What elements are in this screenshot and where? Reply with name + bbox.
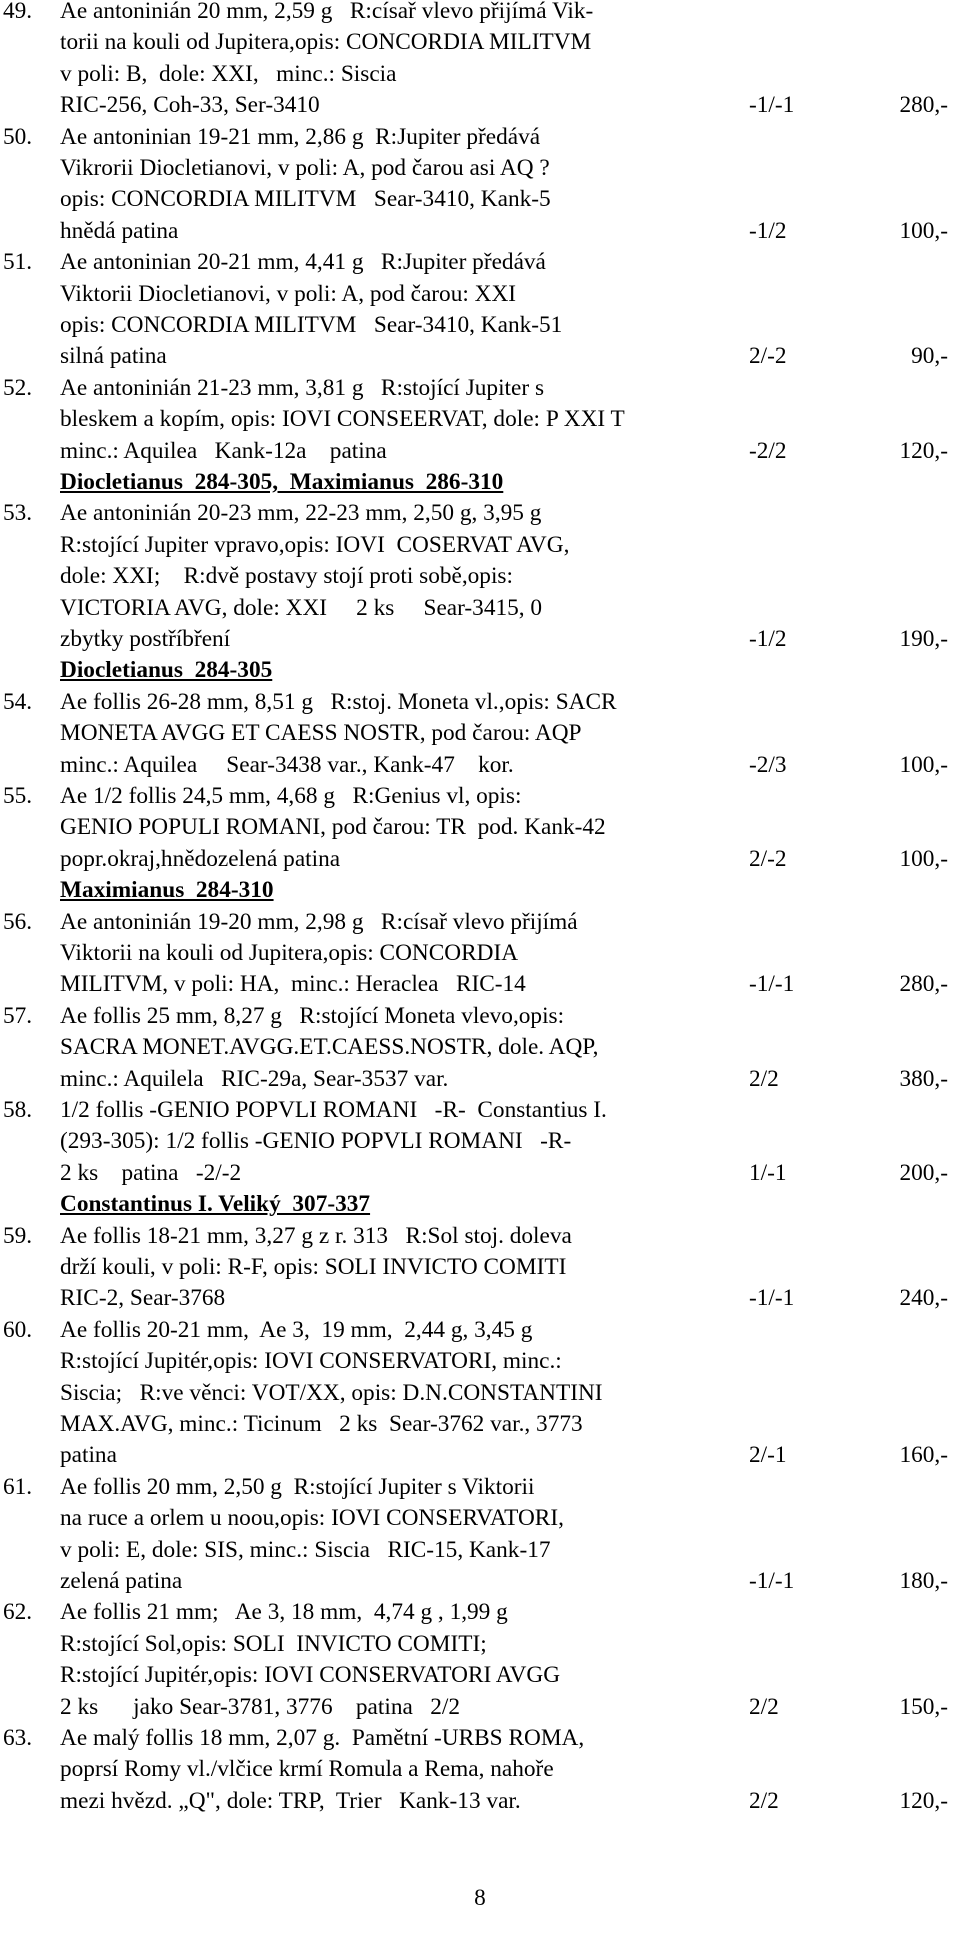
lot-line [0,1156,960,1190]
lot-first-line [0,0,960,28]
lot-description: RIC-256, Coh-33, Ser-3410 [60,92,320,119]
lot-description: 2 ks jako Sear-3781, 3776 patina 2/2 [60,1693,461,1720]
lot-line [0,1658,960,1692]
lot-description: 2 ks patina -2/-2 [60,1159,242,1186]
lot-description: Ae antoninián 21-23 mm, 3,81 g R:stojící Jupiter s [60,374,545,401]
lot-line [0,151,960,185]
lot-line [0,1564,960,1598]
lot-description: Ae follis 20 mm, 2,50 g R:stojící Jupiter s Viktorii [60,1473,535,1500]
lot-line [0,1438,960,1472]
lot-line [0,1533,960,1567]
lot-grade: 2/-2 [749,845,787,872]
lot-description: Ae follis 26-28 mm, 8,51 g R:stoj. Moneta vl.,opis: SACR [60,688,617,715]
lot-line [0,1030,960,1064]
lot-line [0,591,960,625]
lot-line [0,559,960,593]
lot-grade: -1/-1 [749,1568,795,1594]
lot-price: 150,- [899,1693,948,1720]
lot-line [0,1344,960,1378]
lot-description: minc.: Aquilea Sear-3438 var., Kank-47 kor. [60,751,514,778]
lot-number: 57. [3,1002,33,1029]
lot-line [0,339,960,373]
lot-price: 100,- [899,845,948,872]
lot-description: Viktorii Diocletianovi, v poli: A, pod čarou: XXI [60,280,517,307]
lot-line [0,1784,960,1818]
lot-grade: 1/-1 [749,1159,787,1186]
lot-line [0,1376,960,1410]
lot-first-line [0,1721,960,1755]
lot-line [0,57,960,91]
lot-description: Ae 1/2 follis 24,5 mm, 4,68 g R:Genius vl, opis: [60,783,522,809]
lot-description: Ae antoninián 20 mm, 2,59 g R:císař vlevo přijímá Vik- [60,0,594,24]
lot-description: mezi hvězd. „Q", dole: TRP, Trier Kank-13 var. [60,1787,521,1814]
section-heading: Diocletianus 284-305 [60,657,273,684]
lot-grade: 2/-2 [749,343,787,370]
lot-description: opis: CONCORDIA MILITVM Sear-3410, Kank-5 [60,186,551,213]
lot-description: VICTORIA AVG, dole: XXI 2 ks Sear-3415, 0 [60,594,543,621]
lot-number: 61. [3,1473,33,1500]
lot-description: poprsí Romy vl./vlčice krmí Romula a Rema, nahoře [60,1756,554,1783]
lot-line [0,214,960,248]
lot-first-line [0,905,960,939]
lot-line [0,1281,960,1315]
lot-description: dole: XXI; R:dvě postavy stojí proti sobě,opis: [60,563,513,590]
lot-description: Ae malý follis 18 mm, 2,07 g. Pamětní -URBS ROMA, [60,1725,585,1751]
lot-number: 49. [3,0,33,24]
lot-first-line [0,685,960,719]
lot-description: R:stojící Jupitér,opis: IOVI CONSERVATORI AVGG [60,1662,561,1689]
lot-price: 100,- [899,217,948,244]
lot-description: v poli: E, dole: SIS, minc.: Siscia RIC-15, Kank-17 [60,1536,551,1563]
lot-grade: -2/2 [749,437,787,464]
lot-first-line [0,1313,960,1347]
lot-line [0,622,960,656]
lot-number: 51. [3,249,33,276]
lot-line [0,1501,960,1535]
lot-line [0,842,960,876]
lot-price: 90,- [911,343,948,370]
section-heading-row [0,1187,960,1221]
lot-description: Ae antoninián 20-23 mm, 22-23 mm, 2,50 g, 3,95 g [60,500,542,527]
lot-first-line [0,779,960,813]
section-heading: Maximianus 284-310 [60,877,274,904]
lot-description: Ae antoninian 19-21 mm, 2,86 g R:Jupiter předává [60,123,541,150]
lot-line [0,967,960,1001]
lot-line [0,434,960,468]
lot-description: popr.okraj,hnědozelená patina [60,845,341,872]
lot-price: 280,- [899,92,948,119]
lot-description: bleskem a kopím, opis: IOVI CONSEERVAT, dole: P XXI T [60,406,625,433]
lot-line [0,810,960,844]
lot-grade: -1/-1 [749,92,795,119]
lot-number: 62. [3,1599,33,1626]
lot-grade: -1/2 [749,626,787,652]
lot-description: Vikrorii Diocletianovi, v poli: A, pod čarou asi AQ ? [60,155,550,181]
lot-price: 160,- [899,1442,948,1469]
lot-description: (293-305): 1/2 follis -GENIO POPVLI ROMANI -R- [60,1128,572,1155]
lot-line [0,308,960,342]
lot-line [0,1062,960,1096]
lot-line [0,402,960,436]
lot-price: 200,- [899,1159,948,1186]
lot-description: patina [60,1442,117,1469]
lot-first-line [0,1093,960,1127]
lot-number: 52. [3,374,33,401]
lot-line [0,1124,960,1158]
lot-grade: 2/-1 [749,1442,787,1469]
lot-description: Ae follis 25 mm, 8,27 g R:stojící Moneta vlevo,opis: [60,1002,565,1029]
lot-first-line [0,1470,960,1504]
lot-description: R:stojící Jupiter vpravo,opis: IOVI COSERVAT AVG, [60,531,570,558]
lot-description: silná patina [60,343,167,370]
lot-description: torii na kouli od Jupitera,opis: CONCORDIA MILITVM [60,29,592,56]
lot-description: na ruce a orlem u noou,opis: IOVI CONSERVATORI, [60,1505,564,1532]
lot-line [0,528,960,562]
lot-line [0,1407,960,1441]
lot-grade: -2/3 [749,751,787,778]
lot-description: Ae antoninian 20-21 mm, 4,41 g R:Jupiter předává [60,249,546,276]
lot-description: zelená patina [60,1568,183,1594]
lot-line [0,182,960,216]
lot-description: MONETA AVGG ET CAESS NOSTR, pod čarou: AQP [60,720,582,747]
lot-number: 59. [3,1222,33,1249]
lot-description: RIC-2, Sear-3768 [60,1285,226,1312]
lot-price: 120,- [899,1787,948,1814]
page-number: 8 [474,1885,486,1911]
lot-price: 190,- [899,626,948,652]
lot-first-line [0,245,960,279]
lot-line [0,1752,960,1786]
lot-description: MILITVM, v poli: HA, minc.: Heraclea RIC-14 [60,971,526,998]
lot-grade: -1/-1 [749,971,795,998]
lot-description: R:stojící Sol,opis: SOLI INVICTO COMITI; [60,1630,487,1657]
lot-first-line [0,999,960,1033]
lot-line [0,716,960,750]
lot-first-line [0,371,960,405]
lot-description: v poli: B, dole: XXI, minc.: Siscia [60,60,397,87]
lot-description: R:stojící Jupitér,opis: IOVI CONSERVATORI, minc.: [60,1348,562,1375]
lot-number: 50. [3,123,33,150]
lot-number: 55. [3,783,33,809]
lot-line [0,1250,960,1284]
section-heading: Diocletianus 284-305, Maximianus 286-310 [60,469,504,495]
lot-line [0,1627,960,1661]
lot-price: 280,- [899,971,948,998]
lot-grade: 2/2 [749,1787,779,1814]
lot-description: Ae follis 21 mm; Ae 3, 18 mm, 4,74 g , 1,99 g [60,1599,508,1626]
lot-line [0,88,960,122]
lot-description: Siscia; R:ve věnci: VOT/XX, opis: D.N.CONSTANTINI [60,1379,603,1406]
lot-first-line [0,496,960,530]
lot-first-line [0,1219,960,1253]
lot-grade: 2/2 [749,1065,779,1092]
lot-description: hnědá patina [60,217,179,244]
lot-line [0,277,960,311]
lot-price: 180,- [899,1568,948,1594]
lot-description: Ae antoninián 19-20 mm, 2,98 g R:císař vlevo přijímá [60,908,578,935]
lot-number: 60. [3,1316,33,1343]
lot-description: opis: CONCORDIA MILITVM Sear-3410, Kank-51 [60,312,563,338]
section-heading-row [0,653,960,687]
lot-first-line [0,1595,960,1629]
lot-description: drží kouli, v poli: R-F, opis: SOLI INVICTO COMITI [60,1254,567,1280]
lot-description: zbytky postříbření [60,626,231,652]
lot-price: 100,- [899,751,948,778]
lot-grade: 2/2 [749,1693,779,1720]
section-heading-row [0,465,960,499]
lot-description: Ae follis 20-21 mm, Ae 3, 19 mm, 2,44 g, 3,45 g [60,1316,533,1343]
lot-line [0,936,960,970]
section-heading-row [0,873,960,907]
lot-description: MAX.AVG, minc.: Ticinum 2 ks Sear-3762 var., 3773 [60,1411,583,1437]
lot-description: Viktorii na kouli od Jupitera,opis: CONCORDIA [60,940,519,966]
lot-line [0,25,960,59]
lot-number: 54. [3,688,33,715]
lot-line [0,1690,960,1724]
lot-price: 380,- [899,1065,948,1092]
lot-description: SACRA MONET.AVGG.ET.CAESS.NOSTR, dole. AQP, [60,1034,599,1061]
lot-price: 120,- [899,437,948,464]
lot-description: minc.: Aquilela RIC-29a, Sear-3537 var. [60,1065,449,1092]
lot-number: 53. [3,500,33,527]
lot-grade: -1/2 [749,217,787,244]
lot-grade: -1/-1 [749,1285,795,1312]
lot-description: minc.: Aquilea Kank-12a patina [60,437,387,464]
lot-number: 63. [3,1725,33,1751]
lot-first-line [0,120,960,154]
lot-description: 1/2 follis -GENIO POPVLI ROMANI -R- Constantius I. [60,1097,607,1123]
section-heading: Constantinus I. Veliký 307-337 [60,1191,371,1218]
lot-description: GENIO POPULI ROMANI, pod čarou: TR pod. Kank-42 [60,814,606,841]
lot-price: 240,- [899,1285,948,1312]
lot-number: 58. [3,1097,33,1123]
lot-number: 56. [3,908,33,935]
lot-line [0,748,960,782]
lot-description: Ae follis 18-21 mm, 3,27 g z r. 313 R:Sol stoj. doleva [60,1222,572,1249]
